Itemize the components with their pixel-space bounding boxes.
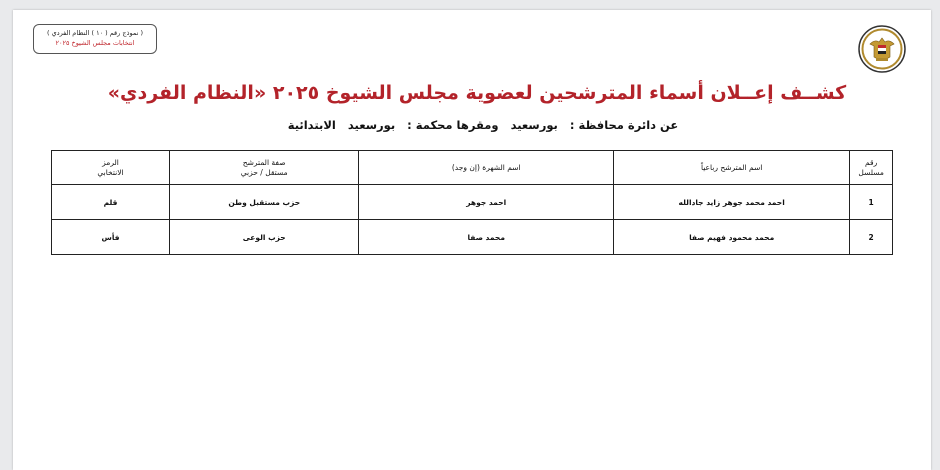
header-name: اسم المترشح رباعياً — [614, 151, 850, 185]
header-symbol-line2: الانتخابي — [97, 167, 124, 177]
district-line — [273, 118, 693, 132]
form-stamp-line1: ( نموذج رقم ( ١٠ ) النظام الفردي ) — [47, 29, 143, 37]
row-name: محمد محمود فهيم صفا — [614, 220, 850, 255]
header-status-line2: مستقل / حزبي — [240, 167, 288, 177]
header-status-line1: صفة المترشح — [242, 157, 286, 167]
row-serial: 2 — [850, 220, 893, 255]
district-value: بورسعيد — [510, 118, 558, 132]
header-status — [170, 151, 359, 185]
table-row — [52, 185, 893, 220]
row-name: احمد محمد جوهر زايد جادالله — [614, 185, 850, 220]
seat-label: ومقرها محكمة : — [407, 118, 499, 132]
table-header-row — [52, 151, 893, 185]
header-serial — [850, 151, 893, 185]
row-fame-name: محمد صفا — [359, 220, 614, 255]
header-symbol-line1: الرمز — [102, 157, 119, 167]
header-fame-name: اسم الشهرة (إن وجد) — [359, 151, 614, 185]
header-serial-line2: مسلسل — [858, 167, 884, 177]
seat-value: بورسعيد — [347, 118, 396, 132]
row-symbol: فأس — [52, 220, 170, 255]
row-status: حزب مستقبل وطن — [170, 185, 359, 220]
header-symbol — [52, 151, 170, 185]
egypt-eagle-emblem-icon — [857, 24, 907, 74]
district-label: عن دائرة محافظة : — [569, 118, 679, 132]
table-row — [52, 220, 893, 255]
candidates-table — [51, 150, 893, 255]
seat-type: الابتدائية — [287, 118, 336, 132]
document-title: كشــف إعــلان أسماء المترشحين لعضوية مجلس الشيوخ ٢٠٢٥ «النظام الفردي» — [107, 82, 847, 104]
form-number-stamp — [33, 24, 157, 54]
document-page — [13, 10, 931, 470]
row-symbol: قلم — [52, 185, 170, 220]
row-fame-name: احمد جوهر — [359, 185, 614, 220]
form-stamp-line2: انتخابات مجلس الشيوخ ٢٠٢٥ — [55, 39, 135, 47]
row-status: حزب الوعى — [170, 220, 359, 255]
row-serial: 1 — [850, 185, 893, 220]
header-serial-line1: رقم — [865, 157, 878, 167]
